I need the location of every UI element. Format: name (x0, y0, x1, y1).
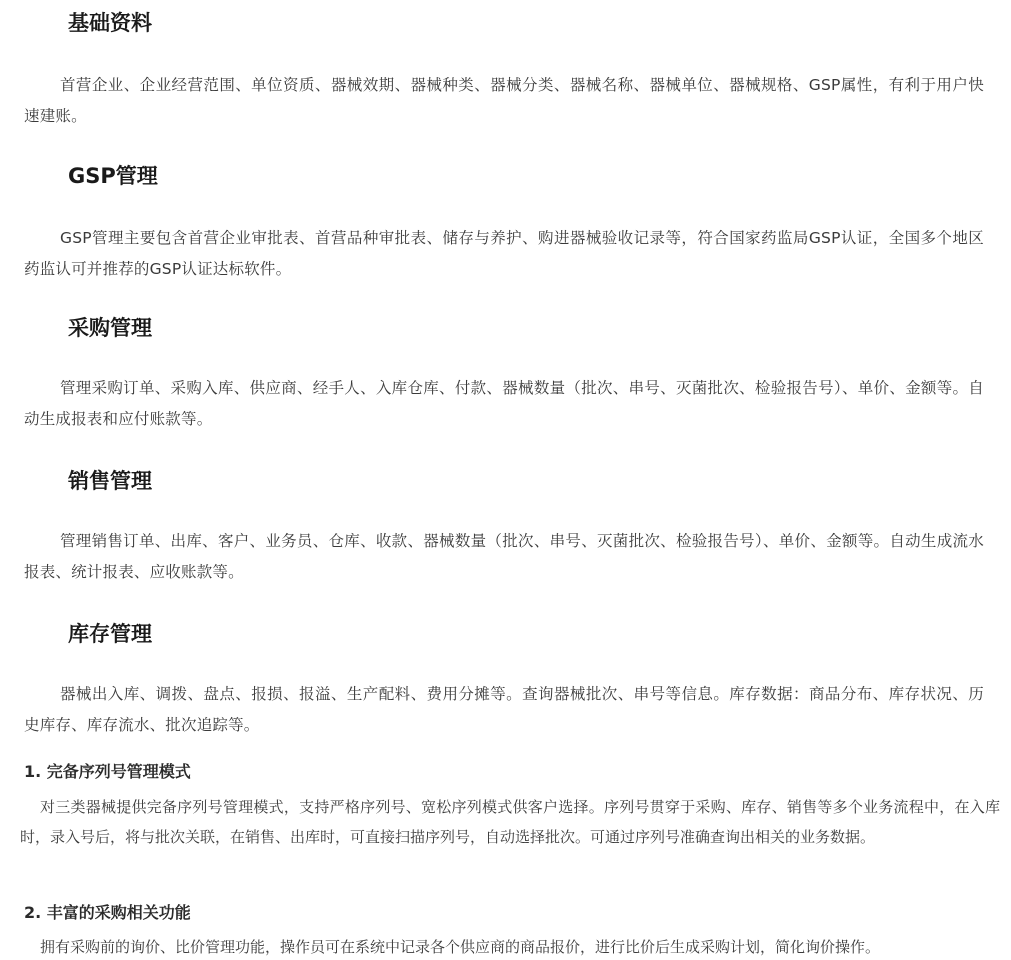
section-body: 管理销售订单、出库、客户、业务员、仓库、收款、器械数量（批次、串号、灭菌批次、检验报告号）、单价、金额等。自动生成流水报表、统计报表、应收账款等。 (24, 532, 984, 581)
section-title: 库存管理 (68, 622, 152, 646)
feature-title-purchase: 2. 丰富的采购相关功能 (24, 903, 191, 922)
section-body: 管理采购订单、采购入库、供应商、经手人、入库仓库、付款、器械数量（批次、串号、灭菌批次、检验报告号）、单价、金额等。自动生成报表和应付账款等。 (24, 379, 984, 428)
section-title: 销售管理 (68, 469, 152, 493)
feature-body-purchase: 拥有采购前的询价、比价管理功能，操作员可在系统中记录各个供应商的商品报价，进行比价后生成采购计划，简化询价操作。 (40, 938, 881, 956)
section-body: 首营企业、企业经营范围、单位资质、器械效期、器械种类、器械分类、器械名称、器械单位、器械规格、GSP属性，有利于用户快速建账。 (24, 76, 984, 125)
feature-body-serial-number: 对三类器械提供完备序列号管理模式，支持严格序列号、宽松序列模式供客户选择。序列号贯穿于采购、库存、销售等多个业务流程中，在入库时，录入号后，将与批次关联，在销售、出库时，可直接扫描序列号，自动选择批次。可通过序列号准确查询出相关的业务数据。 (20, 798, 1000, 846)
feature-title-serial-number: 1. 完备序列号管理模式 (24, 762, 191, 781)
section-title: GSP管理 (68, 164, 158, 188)
section-body: 器械出入库、调拨、盘点、报损、报溢、生产配料、费用分摊等。查询器械批次、串号等信息。库存数据：商品分布、库存状况、历史库存、库存流水、批次追踪等。 (24, 685, 984, 734)
section-title: 基础资料 (68, 11, 152, 35)
section-body: GSP管理主要包含首营企业审批表、首营品种审批表、储存与养护、购进器械验收记录等，符合国家药监局GSP认证，全国多个地区药监认可并推荐的GSP认证达标软件。 (24, 229, 984, 278)
section-title: 采购管理 (68, 316, 152, 340)
